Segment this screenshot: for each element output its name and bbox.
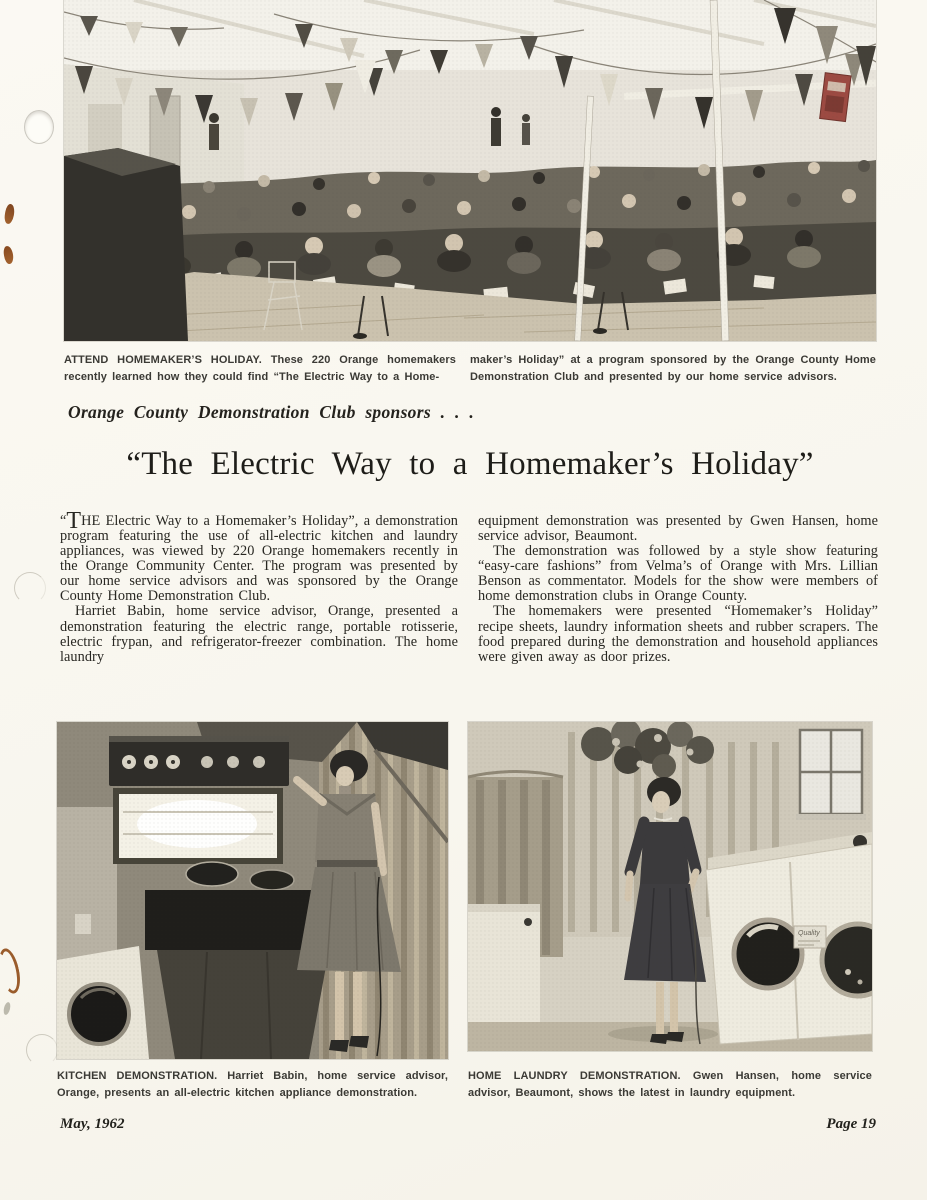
kitchen-photo-illustration	[57, 722, 448, 1059]
kitchen-photo	[57, 722, 448, 1059]
paragraph: The demonstration was followed by a style show featuring “easy-care fashions” from Velma’s of Orange with Mrs. Lillian Benson as commentator. Models for the show were members of home demonstration clubs in Orange County.	[478, 543, 878, 605]
paragraph: The homemakers were presented “Homemaker’s Holiday” recipe sheets, laundry information sheets and rubber scrapers. The food prepared during the demonstration and household appliances were given away as door prizes.	[478, 603, 878, 665]
paragraph: equipment demonstration was presented by Gwen Hansen, home service advisor, Beaumont.	[478, 513, 878, 545]
article-headline: “The Electric Way to a Homemaker’s Holiday”	[126, 446, 814, 482]
rust-stain	[3, 245, 14, 264]
page-footer	[60, 1116, 876, 1133]
article-body	[60, 508, 878, 665]
audience-photo-illustration	[64, 0, 876, 341]
kicker-line: Orange County Demonstration Club sponsors . . .	[68, 402, 474, 422]
rust-stain	[3, 203, 15, 224]
rust-stain	[3, 1001, 12, 1015]
rust-stain	[0, 947, 24, 996]
paragraph: Harriet Babin, home service advisor, Orange, presented a demonstration featuring the electric range, portable rotisserie, electric frypan, and refrigerator-freezer combination. The home laundry	[60, 603, 458, 665]
binder-hole	[24, 110, 54, 144]
audience-photo	[64, 0, 876, 341]
laundry-photo	[468, 722, 872, 1051]
binder-hole	[14, 572, 46, 604]
drop-cap: T	[66, 508, 82, 534]
top-photo-caption-right: maker’s Holiday” at a program sponsored by the Orange County Home Demonstration Club and presented by our home service advisors.	[470, 354, 876, 384]
paragraph	[60, 508, 458, 605]
article-column-left	[60, 508, 458, 665]
page-number: Page 19	[826, 1116, 876, 1132]
article-column-right	[478, 514, 878, 665]
laundry-photo-caption: HOME LAUNDRY DEMONSTRATION. Gwen Hansen, home service advisor, Beaumont, shows the latest in laundry equipment.	[468, 1070, 872, 1100]
issue-date: May, 1962	[60, 1116, 125, 1132]
kitchen-photo-caption: KITCHEN DEMONSTRATION. Harriet Babin, home service advisor, Orange, presents an all-electric kitchen appliance demonstration.	[57, 1070, 448, 1100]
paragraph-text: HE Electric Way to a Homemaker’s Holiday”, a demonstration program featuring the use of all-electric kitchen and laundry appliances, was viewed by 220 Orange homemakers recently in the Orange Community Center. The program was presented by our home service advisors and was sponsored by the Orange County Home Demonstration Club.	[60, 513, 458, 605]
open-quote: “	[60, 513, 67, 529]
binder-hole	[26, 1034, 58, 1066]
laundry-photo-illustration	[468, 722, 872, 1051]
top-photo-caption-left: ATTEND HOMEMAKER’S HOLIDAY. These 220 Orange homemakers recently learned how they could find “The Electric Way to a Home-	[64, 354, 456, 384]
